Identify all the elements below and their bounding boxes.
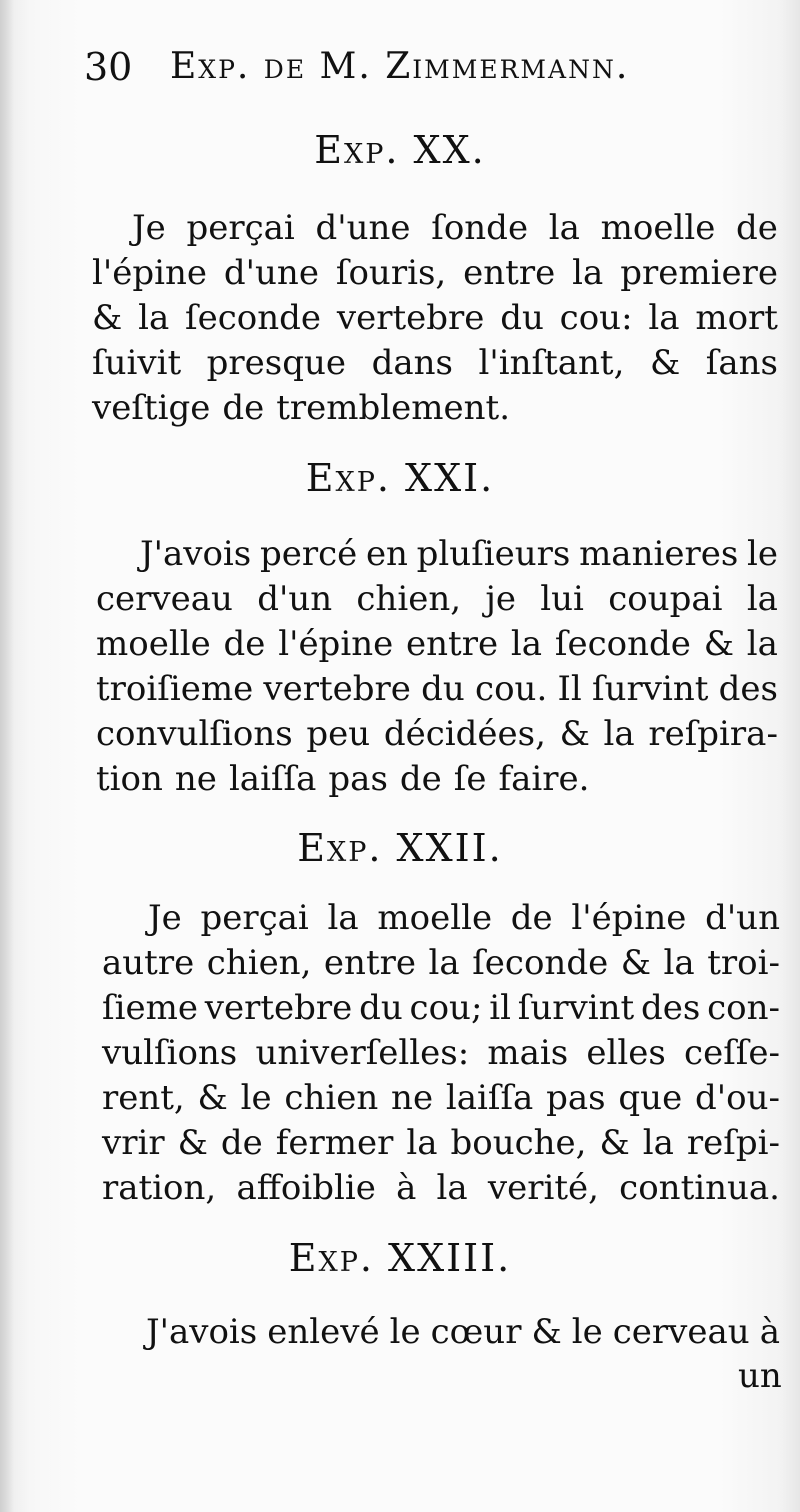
word: l'inſtant, xyxy=(478,343,625,383)
word: cerveau xyxy=(96,579,233,619)
word: la xyxy=(603,714,635,754)
word: moelle xyxy=(600,208,716,248)
word: du xyxy=(500,298,544,338)
word: elles xyxy=(586,1033,666,1073)
word: ſouris, xyxy=(335,253,447,293)
word: que xyxy=(618,1078,683,1118)
word: ration, xyxy=(102,1168,217,1208)
page-number: 30 xyxy=(84,45,133,89)
word: & xyxy=(620,943,651,983)
text-line xyxy=(96,667,778,712)
word: de xyxy=(222,388,265,428)
word: vertebre xyxy=(336,298,485,338)
word: vulſions xyxy=(102,1033,238,1073)
text-line xyxy=(102,1166,780,1211)
word: & xyxy=(649,343,681,383)
text-line xyxy=(102,941,780,986)
word: des xyxy=(718,669,778,709)
section-heading-xxi: Exp. XXI. xyxy=(305,456,495,500)
section-heading-xx: Exp. XX. xyxy=(314,128,486,172)
word: d'un xyxy=(705,898,780,938)
word: d'ou- xyxy=(695,1078,780,1118)
word: cou; xyxy=(409,988,483,1028)
word: chien, xyxy=(206,943,312,983)
word: cerveau xyxy=(612,1312,750,1352)
word: ſonde xyxy=(431,208,529,248)
word: reſpira- xyxy=(648,714,778,754)
word: presque xyxy=(206,343,347,383)
word: lui xyxy=(540,579,584,619)
text-line xyxy=(102,1121,780,1166)
word: de xyxy=(510,898,553,938)
word: reſpi- xyxy=(686,1123,780,1163)
word: autre xyxy=(102,943,195,983)
word: cou. xyxy=(475,669,548,709)
word: entre xyxy=(323,943,416,983)
word: d'une xyxy=(223,253,319,293)
word: & xyxy=(559,714,590,754)
word: dans xyxy=(371,343,453,383)
word: en xyxy=(365,534,408,574)
word: tremblement. xyxy=(276,388,511,428)
text-line xyxy=(96,712,778,757)
word: l'épine xyxy=(278,624,394,664)
running-head: Exp. de M. Zimmermann. xyxy=(170,46,630,87)
word: la xyxy=(648,298,680,338)
word: d'une xyxy=(315,208,411,248)
word: chien xyxy=(284,1078,379,1118)
word: de xyxy=(736,208,778,248)
word: ſuivit xyxy=(92,343,182,383)
word: bouche, xyxy=(450,1123,587,1163)
word: à xyxy=(396,1168,417,1208)
text-line xyxy=(140,532,778,577)
page-gutter-shadow xyxy=(0,0,14,1512)
word: de xyxy=(223,624,266,664)
word: de xyxy=(220,1123,263,1163)
word: continua. xyxy=(619,1168,780,1208)
word: il xyxy=(489,988,511,1028)
word: vertebre xyxy=(204,988,353,1028)
word: ceſſe- xyxy=(684,1033,780,1073)
word: ſurvint xyxy=(517,988,635,1028)
text-line xyxy=(92,251,778,296)
word: cœur xyxy=(430,1312,522,1352)
word: veſtige xyxy=(92,388,211,428)
word: le xyxy=(240,1078,272,1118)
word: le xyxy=(571,1312,603,1352)
text-line xyxy=(102,1031,780,1076)
word: je xyxy=(485,579,516,619)
word: laiſſa xyxy=(445,1078,534,1118)
catchword: un xyxy=(738,1356,782,1396)
word: entre xyxy=(406,624,499,664)
word: faire. xyxy=(498,759,590,799)
word: ſieme xyxy=(102,988,198,1028)
word: chien, xyxy=(356,579,462,619)
word: premiere xyxy=(620,253,778,293)
word: troi- xyxy=(707,943,780,983)
word: pas xyxy=(328,759,388,799)
word: mais xyxy=(487,1033,569,1073)
word: & xyxy=(599,1123,630,1163)
page-header xyxy=(84,40,704,94)
word: troiſieme xyxy=(96,669,254,709)
word: & xyxy=(531,1312,562,1352)
word: d'un xyxy=(257,579,333,619)
word: l'épine xyxy=(92,253,207,293)
word: entre xyxy=(463,253,556,293)
word: ſeconde xyxy=(472,943,609,983)
word: la xyxy=(572,253,604,293)
word: l'épine xyxy=(571,898,687,938)
text-line xyxy=(92,386,778,431)
word: du xyxy=(359,988,403,1028)
word: J'avois xyxy=(146,1312,258,1352)
text-line xyxy=(148,896,780,941)
word: verité, xyxy=(487,1168,599,1208)
word: coupai xyxy=(608,579,723,619)
text-line xyxy=(92,296,778,341)
word: manieres xyxy=(579,534,739,574)
word: la xyxy=(138,298,170,338)
text-line xyxy=(96,757,778,802)
word: la xyxy=(327,898,359,938)
word: rent, xyxy=(102,1078,185,1118)
word: & xyxy=(197,1078,228,1118)
word: de xyxy=(399,759,442,799)
word: vrir xyxy=(102,1123,165,1163)
word: univerſelles: xyxy=(255,1033,470,1073)
word: perçai xyxy=(200,898,309,938)
word: ſeconde xyxy=(185,298,322,338)
word: ſurvint xyxy=(592,669,709,709)
word: moelle xyxy=(96,624,211,664)
text-line xyxy=(102,986,780,1031)
word: ne xyxy=(174,759,217,799)
word: le xyxy=(746,534,778,574)
word: & xyxy=(92,298,123,338)
word: la xyxy=(548,208,580,248)
word: & xyxy=(177,1123,208,1163)
text-line xyxy=(102,1076,780,1121)
word: décidées, xyxy=(383,714,546,754)
word: du xyxy=(421,669,465,709)
text-line xyxy=(96,577,778,622)
word: percé xyxy=(259,534,358,574)
word: J'avois xyxy=(140,534,252,574)
word: le xyxy=(389,1312,421,1352)
word: vertebre xyxy=(263,669,411,709)
word: la xyxy=(428,943,460,983)
word: pas xyxy=(546,1078,606,1118)
word: fermer xyxy=(275,1123,394,1163)
word: con- xyxy=(707,988,780,1028)
word: mort xyxy=(695,298,778,338)
word: perçai xyxy=(186,208,295,248)
word: Je xyxy=(132,208,166,248)
word: ſe xyxy=(453,759,487,799)
text-line xyxy=(92,341,778,386)
section-heading-xxiii: Exp. XXIII. xyxy=(288,1236,512,1280)
word: affoiblie xyxy=(236,1168,376,1208)
word: cou: xyxy=(559,298,633,338)
word: Je xyxy=(148,898,182,938)
word: la xyxy=(642,1123,674,1163)
text-line xyxy=(96,622,778,667)
word: convulſions xyxy=(96,714,293,754)
word: & xyxy=(703,624,734,664)
word: moelle xyxy=(377,898,493,938)
word: Il xyxy=(557,669,582,709)
word: ſeconde xyxy=(554,624,691,664)
word: ne xyxy=(391,1078,434,1118)
word: tion xyxy=(96,759,163,799)
word: peu xyxy=(306,714,371,754)
text-line xyxy=(146,1310,780,1355)
word: des xyxy=(640,988,701,1028)
word: laiſſa xyxy=(228,759,317,799)
word: la xyxy=(746,579,778,619)
word: la xyxy=(510,624,543,664)
word: la xyxy=(436,1168,468,1208)
word: la xyxy=(663,943,695,983)
word: ſans xyxy=(705,343,778,383)
section-heading-xxii: Exp. XXII. xyxy=(297,826,503,870)
word: pluſieurs xyxy=(416,534,571,574)
word: la xyxy=(406,1123,438,1163)
text-line xyxy=(132,206,778,251)
word: enlevé xyxy=(267,1312,380,1352)
word: à xyxy=(759,1312,780,1352)
word: la xyxy=(746,624,778,664)
